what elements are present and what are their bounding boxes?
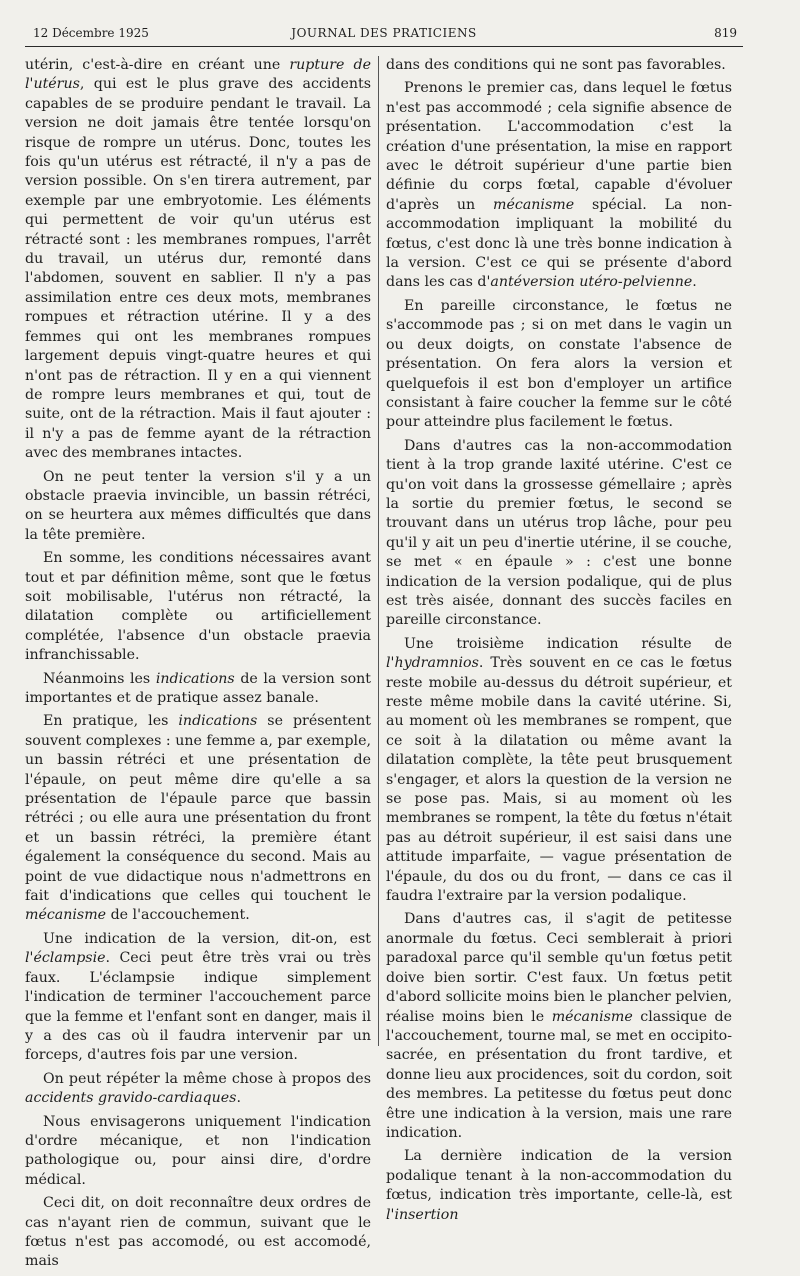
journal-title: JOURNAL DES PRATICIENS [291, 26, 477, 40]
paragraph: Dans d'autres cas la non-accommodation tient à la trop grande laxité utérine. C'est ce qu'on voit dans la grossesse gémellaire ; après la sortie du premier fœtus, le second se trouvant dans un utérus trop lâche, pour peu qu'il y ait un peu d'inertie utérine, il se couche, se met « en épaule » : c'est une bonne indication de la version podalique, qui de plus est très aisée, donnant des succès faciles en pareille circonstance. [386, 437, 732, 629]
column-divider [378, 56, 379, 1046]
paragraph: dans des conditions qui ne sont pas favorables. [386, 57, 726, 73]
page-number: 819 [714, 26, 737, 40]
paragraph: Prenons le premier cas, dans lequel le fœtus n'est pas accommodé ; cela signifie absence de présentation. L'accommodation c'est la création d'une présentation, la mise en rapport avec le détroit supérieur d'une partie bien définie du corps fœtal, capable d'évoluer d'après un mécanisme spécial. La non-accommodation impliquant la mobilité du fœtus, c'est donc là une très bonne indication à la version. C'est ce qui se présente d'abord dans les cas d'antéversion utéro-pelvienne. [386, 80, 732, 291]
paragraph: Une indication de la version, dit-on, est l'éclampsie. Ceci peut être très vrai ou très faux. L'éclampsie indique simplement l'indication de terminer l'accouchement parce que la femme et l'enfant sont en danger, mais il y a des cas où il faudra intervenir par un forceps, d'autres fois par une version. [25, 930, 371, 1064]
header-date: 12 Décembre 1925 [33, 26, 149, 40]
paragraph: La dernière indication de la version podalique tenant à la non-accommodation du fœtus, indication très importante, celle-là, est l'insertion [386, 1148, 732, 1223]
paragraph: Une troisième indication résulte de l'hydramnios. Très souvent en ce cas le fœtus reste mobile au-dessus du détroit supérieur, et reste même mobile dans la cavité utérine. Si, au moment où les membranes se rompent, que ce soit à la dilatation ou même avant la dilatation complète, la tête peut brusquement s'engager, et alors la question de la version ne se pose pas. Mais, si au moment où les membranes se rompent, la tête du fœtus n'était pas au détroit supérieur, il est saisi dans une attitude imparfaite, — vague présentation de l'épaule, du dos ou du front, — dans ce cas il faudra l'extraire par la version podalique. [386, 635, 732, 905]
paragraph: On ne peut tenter la version s'il y a un obstacle praevia invincible, un bassin rétréci, on se heurtera aux mêmes difficultés que dans la tête première. [25, 468, 371, 543]
paragraph: Nous envisagerons uniquement l'indication d'ordre mécanique, et non l'indication pathologique ou, pour ainsi dire, d'ordre médical. [25, 1113, 371, 1188]
paragraph: On peut répéter la même chose à propos des accidents gravido-cardiaques. [25, 1070, 371, 1107]
paragraph: Dans d'autres cas, il s'agit de petitesse anormale du fœtus. Ceci semblerait à priori paradoxal parce qu'il semble qu'un fœtus petit doive bien sortir. C'est faux. Un fœtus petit d'abord sollicite moins bien le plancher pelvien, réalise moins bien le mécanisme classique de l'accouchement, tourne mal, se met en occipito-sacrée, en présentation du front tardive, et donne lieu aux procidences, soit du cordon, soit des membres. La petitesse du fœtus peut donc être une indication à la version, mais une rare indication. [386, 911, 733, 1141]
paragraph: En somme, les conditions nécessaires avant tout et par définition même, sont que le fœtus soit mobilisable, l'utérus non rétracté, la dilatation complète ou artificiellement complétée, l'absence d'un obstacle praevia infranchissable. [25, 550, 371, 664]
paragraph: Ceci dit, on doit reconnaître deux ordres de cas n'ayant rien de commun, suivant que le fœtus n'est pas accomodé, ou est accomodé, mais [25, 1195, 371, 1270]
running-header [25, 24, 743, 47]
paragraph: En pratique, les indications se présentent souvent complexes : une femme a, par exemple, un bassin rétréci et une présentation de l'épaule, on peut même dire qu'elle a sa présentation de l'épaule parce que bassin rétréci ; ou elle aura une présentation du front et un bassin rétréci, la première étant également la conséquence du second. Mais au point de vue didactique nous n'admettrons en fait d'indications que celles qui touchent le mécanisme de l'accouchement. [25, 713, 371, 924]
right-column [386, 56, 732, 1229]
paragraph: Néanmoins les indications de la version sont importantes et de pratique assez banale. [25, 670, 372, 706]
left-column [25, 56, 371, 1276]
paragraph: En pareille circonstance, le fœtus ne s'accommode pas ; si on met dans le vagin un ou deux doigts, on constate l'absence de présentation. On fera alors la version et quelquefois il est bon d'employer un artifice consistant à faire coucher la femme sur le côté pour atteindre plus facilement le fœtus. [386, 297, 732, 431]
paragraph: utérin, c'est-à-dire en créant une rupture de l'utérus, qui est le plus grave des accidents capables de se produire pendant le travail. La version ne doit jamais être tentée lorsqu'on risque de rompre un utérus. Donc, toutes les fois qu'un utérus est rétracté, il n'y a pas de version possible. On s'en tirera autrement, par exemple par une embryotomie. Les éléments qui permettent de voir qu'un utérus est rétracté sont : les membranes rompues, l'arrêt du travail, un utérus dur, remonté dans l'abdomen, souvent en sablier. Il n'y a pas assimilation entre ces deux mots, membranes rompues et rétraction utérine. Il y a des femmes qui ont les membranes rompues largement depuis vingt-quatre heures et qui n'ont pas de rétraction. Il y en a qui viennent de rompre leurs membranes et qui, tout de suite, ont de la rétraction. Mais il faut ajouter : il n'y a pas de femme ayant de la rétraction avec des membranes intactes. [25, 57, 371, 462]
